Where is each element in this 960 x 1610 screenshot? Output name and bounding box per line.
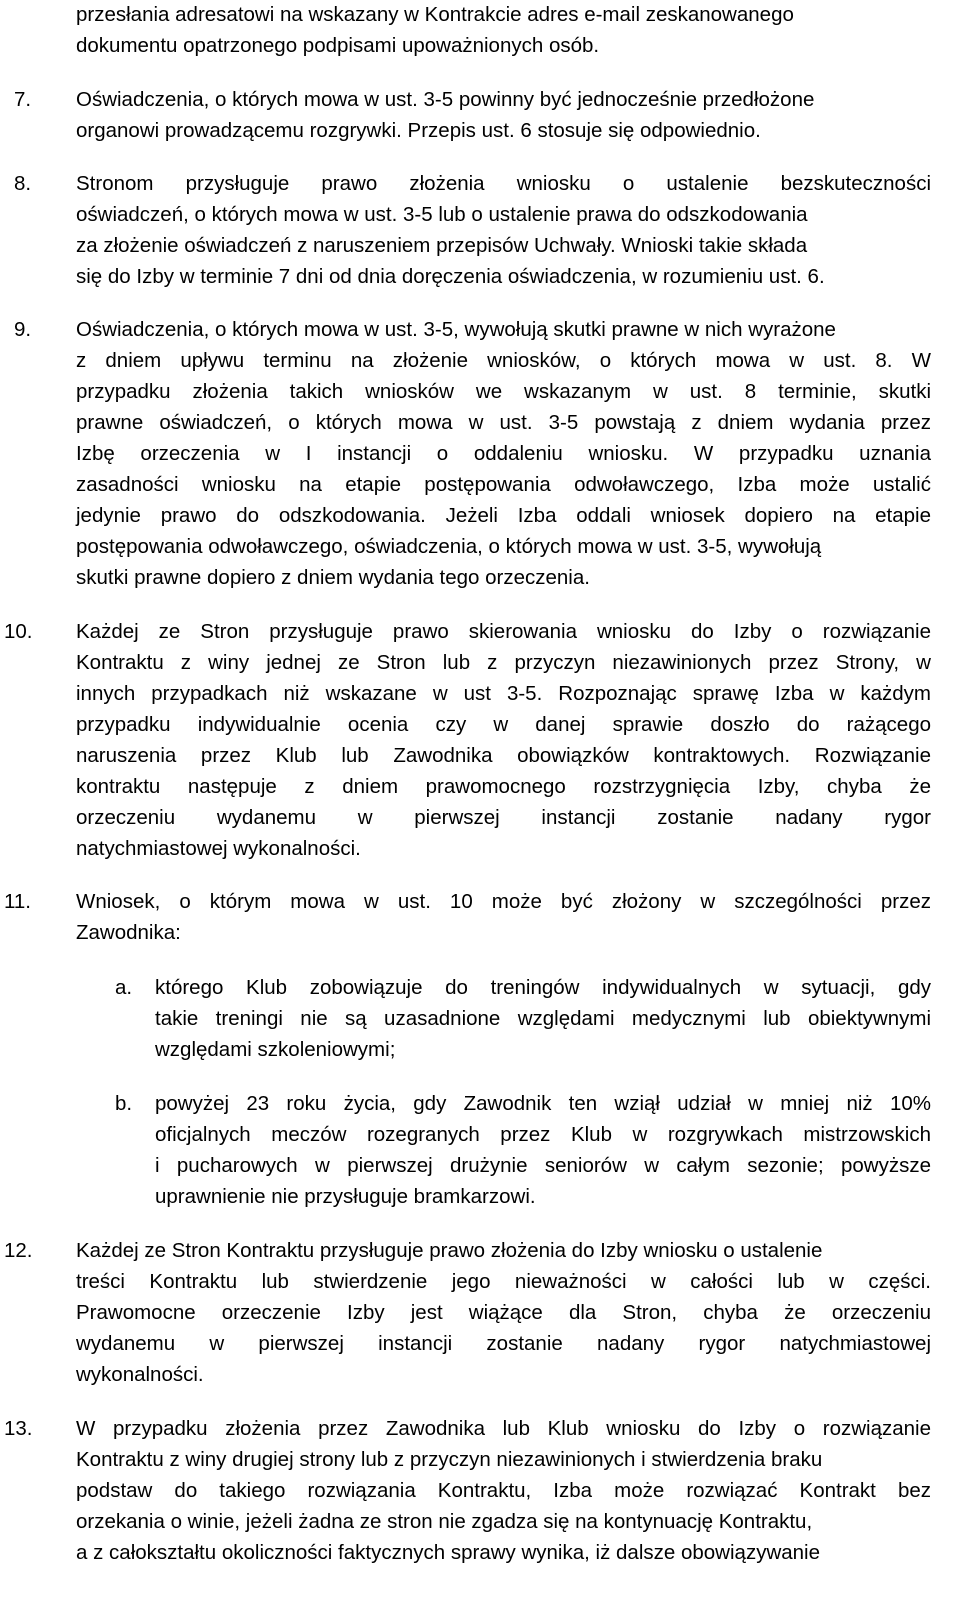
item-line: treści Kontraktu lub stwierdzenie jego nieważności w całości lub w części. [76, 1270, 931, 1293]
item-number: 8. [14, 172, 32, 195]
item-line: W przypadku złożenia przez Zawodnika lub Klub wniosku do Izby o rozwiązanie [76, 1417, 931, 1440]
item-line: Każdej ze Stron przysługuje prawo skierowania wniosku do Izby o rozwiązanie [76, 620, 931, 643]
item-line: się do Izby w terminie 7 dni od dnia doręczenia oświadczenia, w rozumieniu ust. 6. [76, 265, 825, 288]
item-line: z dniem upływu terminu na złożenie wniosków, o których mowa w ust. 8. W [76, 349, 931, 372]
item-line: Oświadczenia, o których mowa w ust. 3-5 powinny być jednocześnie przedłożone [76, 88, 815, 111]
item-line: Oświadczenia, o których mowa w ust. 3-5, wywołują skutki prawne w nich wyrażone [76, 318, 836, 341]
item-number: 10. [4, 620, 33, 643]
item-line: zasadności wniosku na etapie postępowania odwoławczego, Izba może ustalić [76, 473, 931, 496]
item-line: Wniosek, o którym mowa w ust. 10 może być złożony w szczególności przez [76, 890, 931, 913]
item-line: wydanemu w pierwszej instancji zostanie nadany rygor natychmiastowej [76, 1332, 931, 1355]
item-line: Izbę orzeczenia w I instancji o oddaleniu wniosku. W przypadku uznania [76, 442, 931, 465]
item-line: podstaw do takiego rozwiązania Kontraktu, Izba może rozwiązać Kontrakt bez [76, 1479, 931, 1502]
subitem-line: powyżej 23 roku życia, gdy Zawodnik ten wziął udział w mniej niż 10% [155, 1092, 931, 1115]
item-line: prawne oświadczeń, o których mowa w ust. 3-5 powstają z dniem wydania przez [76, 411, 931, 434]
item-line: postępowania odwoławczego, oświadczenia, o których mowa w ust. 3-5, wywołują [76, 535, 822, 558]
subitem-line: którego Klub zobowiązuje do treningów indywidualnych w sytuacji, gdy [155, 976, 931, 999]
item-number: 12. [4, 1239, 33, 1262]
item-number: 13. [4, 1417, 33, 1440]
item-line: skutki prawne dopiero z dniem wydania tego orzeczenia. [76, 566, 590, 589]
item-number: 7. [14, 88, 32, 111]
item-line: Kontraktu z winy drugiej strony lub z przyczyn niezawinionych i stwierdzenia braku [76, 1448, 823, 1471]
item-line: Kontraktu z winy jednej ze Stron lub z przyczyn niezawinionych przez Strony, w [76, 651, 931, 674]
item-line: oświadczeń, o których mowa w ust. 3-5 lub o ustalenie prawa do odszkodowania [76, 203, 808, 226]
item-line: przypadku indywidualnie ocenia czy w danej sprawie doszło do rażącego [76, 713, 931, 736]
item-line: Każdej ze Stron Kontraktu przysługuje prawo złożenia do Izby wniosku o ustalenie [76, 1239, 823, 1262]
item-line: jedynie prawo do odszkodowania. Jeżeli Izba oddali wniosek dopiero na etapie [76, 504, 931, 527]
item-line: Zawodnika: [76, 921, 181, 944]
item-line: natychmiastowej wykonalności. [76, 837, 361, 860]
subitem-letter: b. [115, 1092, 133, 1115]
item-line: a z całokształtu okoliczności faktycznych sprawy wynika, iż dalsze obowiązywanie [76, 1541, 821, 1564]
subitem-line: i pucharowych w pierwszej drużynie seniorów w całym sezonie; powyższe [155, 1154, 931, 1177]
intro-line: dokumentu opatrzonego podpisami upoważnionych osób. [76, 34, 600, 57]
item-line: za złożenie oświadczeń z naruszeniem przepisów Uchwały. Wnioski takie składa [76, 234, 808, 257]
item-number: 9. [14, 318, 32, 341]
item-line: wykonalności. [76, 1363, 204, 1386]
subitem-letter: a. [115, 976, 133, 999]
subitem-line: takie treningi nie są uzasadnione względami medycznymi lub obiektywnymi [155, 1007, 931, 1030]
subitem-line: uprawnienie nie przysługuje bramkarzowi. [155, 1185, 536, 1208]
item-line: organowi prowadzącemu rozgrywki. Przepis ust. 6 stosuje się odpowiednio. [76, 119, 761, 142]
item-line: naruszenia przez Klub lub Zawodnika obowiązków kontraktowych. Rozwiązanie [76, 744, 931, 767]
subitem-line: oficjalnych meczów rozegranych przez Klub w rozgrywkach mistrzowskich [155, 1123, 931, 1146]
item-line: orzekania o winie, jeżeli żadna ze stron nie zgadza się na kontynuację Kontraktu, [76, 1510, 813, 1533]
item-number: 11. [4, 890, 31, 913]
item-line: orzeczeniu wydanemu w pierwszej instancji zostanie nadany rygor [76, 806, 931, 829]
item-line: Stronom przysługuje prawo złożenia wniosku o ustalenie bezskuteczności [76, 172, 931, 195]
item-line: innych przypadkach niż wskazane w ust 3-5. Rozpoznając sprawę Izba w każdym [76, 682, 931, 705]
intro-line: przesłania adresatowi na wskazany w Kontrakcie adres e-mail zeskanowanego [76, 3, 794, 26]
item-line: przypadku złożenia takich wniosków we wskazanym w ust. 8 terminie, skutki [76, 380, 931, 403]
item-line: kontraktu następuje z dniem prawomocnego rozstrzygnięcia Izby, chyba że [76, 775, 931, 798]
subitem-line: względami szkoleniowymi; [155, 1038, 396, 1061]
item-line: Prawomocne orzeczenie Izby jest wiążące dla Stron, chyba że orzeczeniu [76, 1301, 931, 1324]
